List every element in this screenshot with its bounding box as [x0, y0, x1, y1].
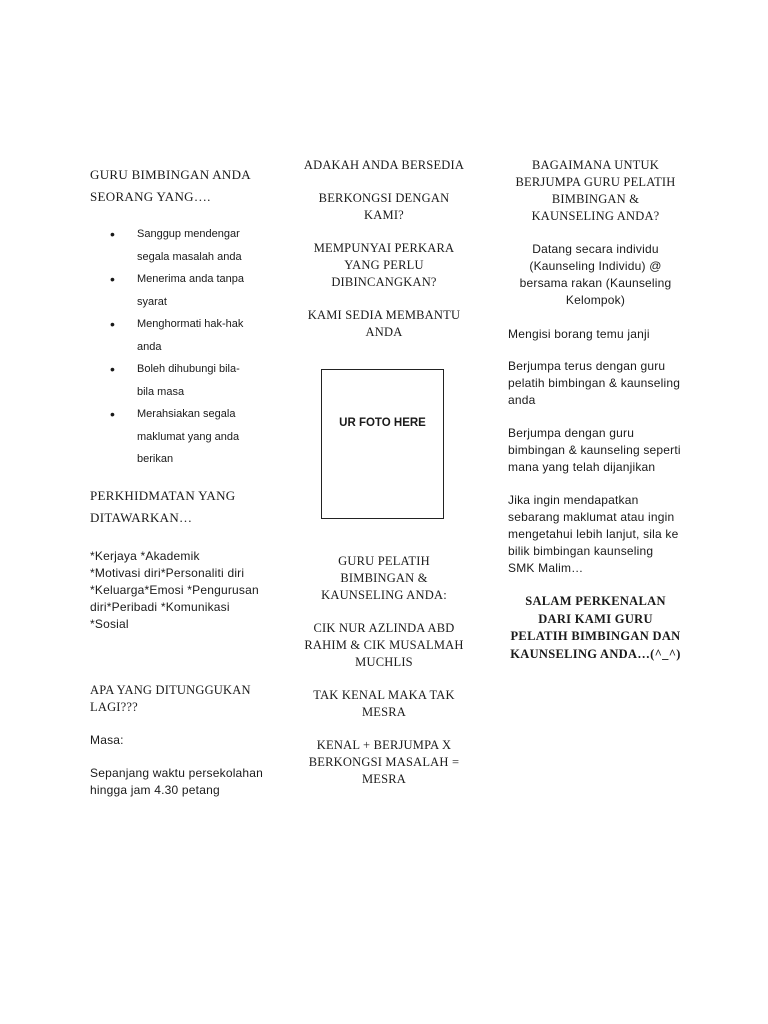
text-line: BERKONGSI DENGAN	[318, 191, 450, 205]
text-line: APA YANG DITUNGGUKAN	[90, 683, 251, 697]
text-line: sebarang maklumat atau ingin	[508, 510, 675, 524]
text-line: maklumat yang anda	[137, 430, 240, 443]
text-line: bilik bimbingan kaunseling	[508, 544, 654, 558]
text-line: pelatih bimbingan & kaunseling	[508, 376, 681, 390]
method-appointment	[508, 425, 681, 476]
text-line: BIMBINGAN &	[340, 571, 428, 585]
text-line: berikan	[137, 453, 174, 465]
text-line: KAUNSELING ANDA…(^_^)	[510, 646, 681, 661]
text-line: • Sanggup mendengar	[137, 228, 240, 240]
text-line: bersama rakan (Kaunseling	[519, 276, 672, 290]
help-statement	[298, 307, 470, 341]
text-line: Datang secara individu	[532, 242, 659, 256]
text-line: KAUNSELING ANDA?	[531, 209, 660, 223]
text-line: diri*Peribadi *Komunikasi	[90, 600, 230, 614]
qualities-list	[110, 223, 244, 471]
method-individual	[508, 241, 683, 309]
text-line: BAGAIMANA UNTUK	[532, 158, 659, 172]
text-line: LAGI???	[90, 700, 138, 714]
text-line: anda	[137, 340, 162, 353]
text-line: • Merahsiakan segala	[137, 408, 236, 420]
question-ready: ADAKAH ANDA BERSEDIA	[303, 158, 465, 172]
heading-line: SEORANG YANG….	[90, 189, 211, 204]
text-line: ANDA	[365, 325, 403, 339]
text-line: (Kaunseling Individu) @	[529, 259, 662, 273]
text-line: DIBINCANGKAN?	[331, 275, 437, 289]
method-direct	[508, 358, 680, 409]
text-line: bimbingan & kaunseling seperti	[508, 443, 681, 457]
text-line: anda	[508, 393, 536, 407]
text-line: CIK NUR AZLINDA ABD	[313, 621, 455, 635]
text-line: *Motivasi diri*Personaliti diri	[90, 566, 245, 580]
text-line: syarat	[137, 295, 167, 308]
text-line: KAMI?	[364, 208, 404, 222]
text-line: • Menghormati hak-hak	[137, 318, 244, 330]
text-line: BERJUMPA GURU PELATIH	[515, 175, 676, 189]
text-line: PERKHIDMATAN YANG	[90, 488, 236, 503]
method-info	[508, 492, 679, 577]
list-item	[110, 223, 244, 268]
motto-1	[298, 687, 470, 721]
text-line: SMK Malim…	[508, 561, 584, 575]
text-line: *Kerjaya *Akademik	[90, 549, 200, 563]
question-matter	[298, 240, 470, 291]
heading-line: GURU BIMBINGAN ANDA	[90, 167, 251, 182]
text-line: MUCHLIS	[355, 655, 413, 669]
text-line: Jika ingin mendapatkan	[508, 493, 639, 507]
method-form: Mengisi borang temu janji	[508, 327, 650, 341]
text-line: KAMI SEDIA MEMBANTU	[307, 308, 461, 322]
text-line: *Sosial	[90, 617, 129, 631]
greeting	[508, 593, 683, 663]
text-line: • Menerima anda tanpa	[137, 273, 245, 285]
text-line: RAHIM & CIK MUSALMAH	[304, 638, 464, 652]
teacher-names	[298, 620, 470, 671]
text-line: mengetahui lebih lanjut, sila ke	[508, 527, 679, 541]
how-to-meet-heading	[508, 157, 683, 225]
text-line: MESRA	[361, 772, 407, 786]
text-line: MESRA	[361, 705, 407, 719]
text-line: Berjumpa terus dengan guru	[508, 359, 666, 373]
text-line: TAK KENAL MAKA TAK	[313, 688, 455, 702]
list-item	[110, 403, 244, 471]
list-item	[110, 358, 244, 403]
text-line: DITAWARKAN…	[90, 510, 193, 525]
list-item	[110, 268, 244, 313]
time-text	[90, 765, 263, 799]
services-list	[90, 548, 259, 633]
photo-placeholder	[321, 369, 444, 519]
teachers-heading	[298, 553, 470, 604]
text-line: BERKONGSI MASALAH =	[308, 755, 460, 769]
text-line: Sepanjang waktu persekolahan	[90, 766, 264, 780]
motto-2	[298, 737, 470, 788]
text-line: GURU PELATIH	[338, 554, 430, 568]
time-label: Masa:	[90, 733, 124, 747]
text-line: MEMPUNYAI PERKARA	[313, 241, 455, 255]
text-line: hingga jam 4.30 petang	[90, 783, 220, 797]
text-line: mana yang telah dijanjikan	[508, 460, 656, 474]
text-line: *Keluarga*Emosi *Pengurusan	[90, 583, 259, 597]
text-line: SALAM PERKENALAN	[525, 594, 666, 608]
text-line: • Boleh dihubungi bila-	[137, 363, 240, 375]
text-line: BIMBINGAN &	[551, 192, 640, 206]
text-line: KAUNSELING ANDA:	[321, 588, 447, 602]
text-line: bila masa	[137, 385, 185, 398]
text-line: YANG PERLU	[344, 258, 424, 272]
text-line: segala masalah anda	[137, 250, 242, 263]
photo-label: UR FOTO HERE	[339, 417, 426, 429]
text-line: KENAL + BERJUMPA X	[316, 738, 452, 752]
text-line: PELATIH BIMBINGAN DAN	[510, 629, 681, 643]
counselor-heading	[90, 164, 251, 208]
question-share	[298, 190, 470, 224]
text-line: DARI KAMI GURU	[538, 611, 653, 626]
services-heading	[90, 485, 236, 529]
text-line: Kelompok)	[565, 293, 626, 307]
list-item	[110, 313, 244, 358]
wait-heading	[90, 682, 251, 716]
text-line: Berjumpa dengan guru	[508, 426, 635, 440]
